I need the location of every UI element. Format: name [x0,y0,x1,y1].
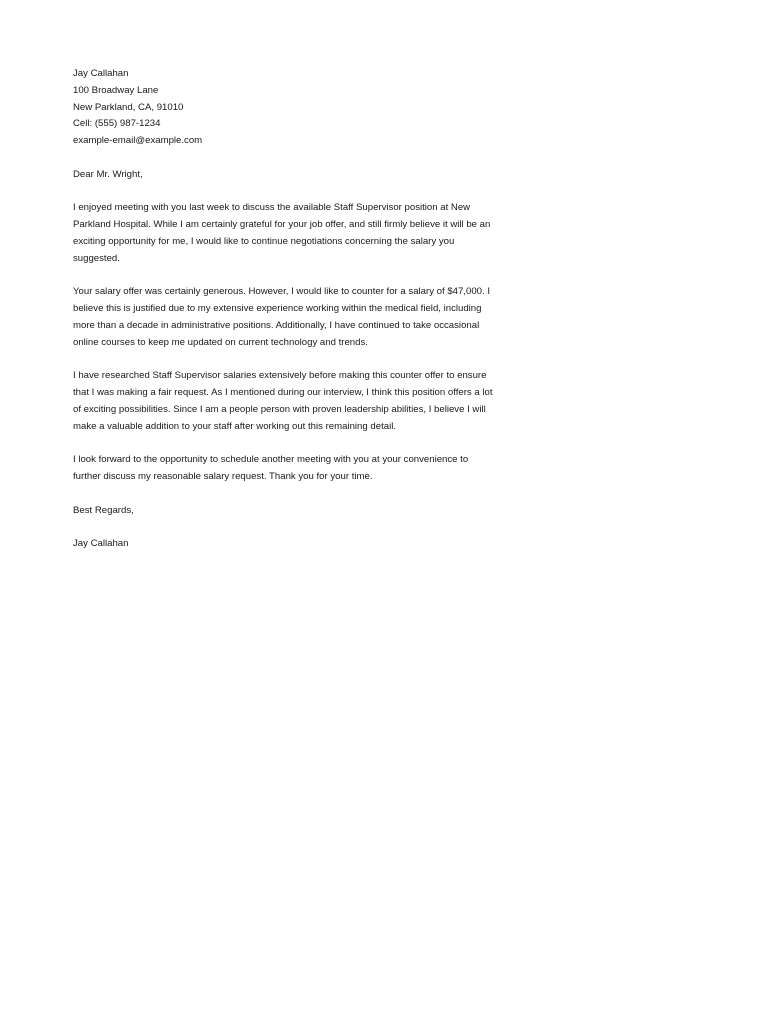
sender-cell: Cell: (555) 987-1234 [73,118,161,130]
sender-address-block [73,66,528,150]
paragraph-4 [73,452,528,486]
paragraph-line: suggested. [73,252,120,264]
paragraph-line: make a valuable addition to your staff after working out this remaining detail. [73,420,396,432]
paragraph-line: Your salary offer was certainly generous. However, I would like to counter for a salary of $47,000. I [73,286,491,298]
sender-name: Jay Callahan [73,68,129,79]
closing: Best Regards, [73,504,134,516]
sender-email: example-email@example.com [73,135,203,147]
paragraph-line: I have researched Staff Supervisor salaries extensively before making this counter offer to ensure [73,370,487,382]
paragraph-3 [73,368,528,435]
spacer [73,268,528,285]
sender-city-state-zip: New Parkland, CA, 91010 [73,101,184,113]
paragraph-line: I look forward to the opportunity to schedule another meeting with you at your convenience to [73,454,469,466]
spacer [73,150,528,167]
paragraph-line: online courses to keep me updated on current technology and trends. [73,336,368,348]
spacer [73,436,528,453]
spacer [73,520,528,537]
letter-body [73,66,528,553]
paragraph-line: Parkland Hospital. While I am certainly grateful for your job offer, and still firmly believe it will be an [73,219,491,231]
paragraph-2 [73,284,528,351]
paragraph-line: more than a decade in administrative positions. Additionally, I have continued to take occasional [73,319,480,331]
paragraph-line: further discuss my reasonable salary request. Thank you for your time. [73,471,373,483]
paragraph-1 [73,200,528,267]
paragraph-line: of exciting possibilities. Since I am a people person with proven leadership abilities, I believe I will [73,403,486,415]
paragraph-line: exciting opportunity for me, I would like to continue negotiations concerning the salary you [73,235,455,247]
paragraph-line: that I was making a fair request. As I mentioned during our interview, I think this position offers a lot [73,387,493,399]
paragraph-line: I enjoyed meeting with you last week to discuss the available Staff Supervisor position at New [73,202,471,214]
salutation: Dear Mr. Wright, [73,168,143,180]
spacer [73,486,528,503]
signature: Jay Callahan [73,538,129,550]
paragraph-line: believe this is justified due to my extensive experience working within the medical field, including [73,303,482,315]
spacer [73,352,528,369]
sender-street: 100 Broadway Lane [73,84,159,96]
spacer [73,184,528,201]
